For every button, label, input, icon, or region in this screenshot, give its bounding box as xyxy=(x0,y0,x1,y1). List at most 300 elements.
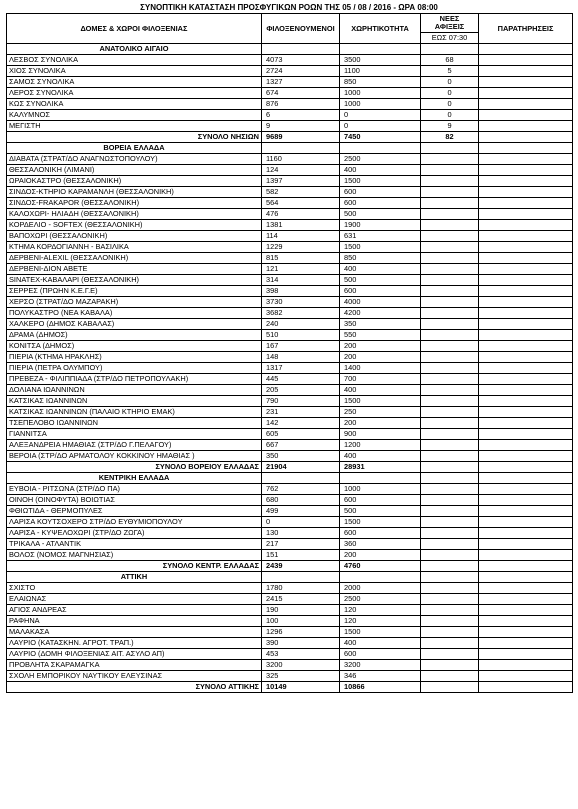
page-title: ΣΥΝΟΠΤΙΚΗ ΚΑΤΑΣΤΑΣΗ ΠΡΟΣΦΥΓΙΚΩΝ ΡΟΩΝ ΤΗΣ 05 / 08 / 2016 - ΩΡΑ 08:00 xyxy=(140,3,438,12)
header-remarks: ΠΑΡΑΤΗΡΗΣΕΙΣ xyxy=(479,14,573,44)
table-row xyxy=(7,484,573,495)
remarks-cell xyxy=(479,440,573,451)
capacity-cell: 400 xyxy=(340,264,421,275)
facility-name: ΘΕΣΣΑΛΟΝΙΚΗ (ΛΙΜΑΝΙ) xyxy=(7,165,262,176)
remarks-cell xyxy=(479,99,573,110)
new-arrivals-cell xyxy=(421,605,479,616)
total-remarks xyxy=(479,682,573,693)
capacity-cell: 3500 xyxy=(340,55,421,66)
capacity-cell: 200 xyxy=(340,418,421,429)
table-row xyxy=(7,297,573,308)
capacity-cell: 360 xyxy=(340,539,421,550)
hosted-cell: 1229 xyxy=(262,242,340,253)
total-row xyxy=(7,462,573,473)
header-new-arrivals-line1: ΝΕΕΣ xyxy=(439,14,460,23)
hosted-cell: 582 xyxy=(262,187,340,198)
table-row xyxy=(7,231,573,242)
remarks-cell xyxy=(479,396,573,407)
header-capacity: ΧΩΡΗΤΙΚΟΤΗΤΑ xyxy=(340,14,421,44)
table-row xyxy=(7,187,573,198)
hosted-cell: 130 xyxy=(262,528,340,539)
new-arrivals-cell xyxy=(421,495,479,506)
capacity-cell: 1200 xyxy=(340,440,421,451)
facility-name: ΚΟΡΔΕΛΙΟ - SOFTEX (ΘΕΣΣΑΛΟΝΙΚΗ) xyxy=(7,220,262,231)
capacity-cell: 200 xyxy=(340,341,421,352)
table-row xyxy=(7,110,573,121)
hosted-cell: 605 xyxy=(262,429,340,440)
facility-name: ΔΕΡΒΕΝΙ-ΔΙΟΝ ΑΒΕΤΕ xyxy=(7,264,262,275)
remarks-cell xyxy=(479,550,573,561)
table-body xyxy=(7,44,573,693)
remarks-cell xyxy=(479,231,573,242)
new-arrivals-cell xyxy=(421,528,479,539)
hosted-cell: 398 xyxy=(262,286,340,297)
new-arrivals-cell: 0 xyxy=(421,99,479,110)
total-label: ΣΥΝΟΛΟ ΑΤΤΙΚΗΣ xyxy=(7,682,262,693)
remarks-cell xyxy=(479,451,573,462)
table-row xyxy=(7,517,573,528)
facility-name: ΚΑΤΣΙΚΑΣ ΙΩΑΝΝΙΝΩΝ xyxy=(7,396,262,407)
facility-name: ΣΑΜΟΣ ΣΥΝΟΛΙΚΑ xyxy=(7,77,262,88)
facility-name: ΔΟΛΙΑΝΑ ΙΩΑΝΝΙΝΩΝ xyxy=(7,385,262,396)
table-row xyxy=(7,165,573,176)
capacity-cell: 500 xyxy=(340,209,421,220)
remarks-cell xyxy=(479,616,573,627)
section-capacity-empty xyxy=(340,44,421,55)
header-row xyxy=(7,14,573,33)
hosted-cell: 4073 xyxy=(262,55,340,66)
hosted-cell: 9 xyxy=(262,121,340,132)
section-title: ΚΕΝΤΡΙΚΗ ΕΛΛΑΔΑ xyxy=(7,473,262,484)
table-row xyxy=(7,396,573,407)
capacity-cell: 700 xyxy=(340,374,421,385)
table-row xyxy=(7,385,573,396)
new-arrivals-cell xyxy=(421,165,479,176)
facility-name: ΣΙΝΔΟΣ-ΚΤΗΡΙΟ ΚΑΡΑΜΑΝΛΗ (ΘΕΣΣΑΛΟΝΙΚΗ) xyxy=(7,187,262,198)
new-arrivals-cell xyxy=(421,407,479,418)
total-label: ΣΥΝΟΛΟ ΚΕΝΤΡ. ΕΛΛΑΔΑΣ xyxy=(7,561,262,572)
new-arrivals-cell xyxy=(421,660,479,671)
table-row xyxy=(7,506,573,517)
total-hosted: 9689 xyxy=(262,132,340,143)
table-row xyxy=(7,198,573,209)
new-arrivals-cell xyxy=(421,176,479,187)
total-row xyxy=(7,682,573,693)
capacity-cell: 600 xyxy=(340,286,421,297)
total-remarks xyxy=(479,561,573,572)
hosted-cell: 190 xyxy=(262,605,340,616)
new-arrivals-cell: 0 xyxy=(421,88,479,99)
hosted-cell: 217 xyxy=(262,539,340,550)
capacity-cell: 2000 xyxy=(340,583,421,594)
capacity-cell: 346 xyxy=(340,671,421,682)
table-row xyxy=(7,209,573,220)
remarks-cell xyxy=(479,506,573,517)
new-arrivals-cell xyxy=(421,594,479,605)
total-capacity: 10866 xyxy=(340,682,421,693)
hosted-cell: 114 xyxy=(262,231,340,242)
new-arrivals-cell xyxy=(421,616,479,627)
facility-name: ΛΕΣΒΟΣ ΣΥΝΟΛΙΚΑ xyxy=(7,55,262,66)
facility-name: ΑΓΙΟΣ ΑΝΔΡΕΑΣ xyxy=(7,605,262,616)
facility-name: ΠΙΕΡΙΑ (ΚΤΗΜΑ ΗΡΑΚΛΗΣ) xyxy=(7,352,262,363)
total-label: ΣΥΝΟΛΟ ΒΟΡΕΙΟΥ ΕΛΛΑΔΑΣ xyxy=(7,462,262,473)
new-arrivals-cell xyxy=(421,198,479,209)
section-header-row xyxy=(7,143,573,154)
table-row xyxy=(7,627,573,638)
total-hosted: 21904 xyxy=(262,462,340,473)
remarks-cell xyxy=(479,220,573,231)
remarks-cell xyxy=(479,165,573,176)
capacity-cell: 600 xyxy=(340,187,421,198)
new-arrivals-cell xyxy=(421,649,479,660)
capacity-cell: 1000 xyxy=(340,88,421,99)
section-hosted-empty xyxy=(262,44,340,55)
facility-name: ΑΛΕΞΑΝΔΡΕΙΑ ΗΜΑΘΙΑΣ (ΣΤΡ/ΔΟ Γ.ΠΕΛΑΓΟΥ) xyxy=(7,440,262,451)
capacity-cell: 250 xyxy=(340,407,421,418)
table-row xyxy=(7,77,573,88)
remarks-cell xyxy=(479,407,573,418)
table-row xyxy=(7,352,573,363)
remarks-cell xyxy=(479,627,573,638)
remarks-cell xyxy=(479,660,573,671)
new-arrivals-cell xyxy=(421,308,479,319)
table-row xyxy=(7,264,573,275)
capacity-cell: 120 xyxy=(340,605,421,616)
remarks-cell xyxy=(479,330,573,341)
remarks-cell xyxy=(479,495,573,506)
new-arrivals-cell xyxy=(421,363,479,374)
facility-name: ΣΧΟΛΗ ΕΜΠΟΡΙΚΟΥ ΝΑΥΤΙΚΟΥ ΕΛΕΥΣΙΝΑΣ xyxy=(7,671,262,682)
table-row xyxy=(7,583,573,594)
facility-name: ΣΧΙΣΤΟ xyxy=(7,583,262,594)
hosted-cell: 499 xyxy=(262,506,340,517)
capacity-cell: 200 xyxy=(340,352,421,363)
hosted-cell: 390 xyxy=(262,638,340,649)
table-row xyxy=(7,374,573,385)
hosted-cell: 3200 xyxy=(262,660,340,671)
table-row xyxy=(7,55,573,66)
capacity-cell: 1400 xyxy=(340,363,421,374)
facility-name: ΩΡΑΙΟΚΑΣΤΡΟ (ΘΕΣΣΑΛΟΝΙΚΗ) xyxy=(7,176,262,187)
facility-name: ΣΕΡΡΕΣ (ΠΡΩΗΝ Κ.Ε.Γ.Ε) xyxy=(7,286,262,297)
hosted-cell: 3682 xyxy=(262,308,340,319)
new-arrivals-cell xyxy=(421,638,479,649)
new-arrivals-cell xyxy=(421,517,479,528)
table-row xyxy=(7,451,573,462)
facility-name: ΧΕΡΣΟ (ΣΤΡΑΤ/ΔΟ ΜΑΖΑΡΑΚΗ) xyxy=(7,297,262,308)
remarks-cell xyxy=(479,275,573,286)
hosted-cell: 3730 xyxy=(262,297,340,308)
hosted-cell: 2724 xyxy=(262,66,340,77)
hosted-cell: 667 xyxy=(262,440,340,451)
remarks-cell xyxy=(479,77,573,88)
total-capacity: 4760 xyxy=(340,561,421,572)
capacity-cell: 400 xyxy=(340,385,421,396)
table-row xyxy=(7,220,573,231)
table-row xyxy=(7,286,573,297)
capacity-cell: 631 xyxy=(340,231,421,242)
new-arrivals-cell: 5 xyxy=(421,66,479,77)
hosted-cell: 445 xyxy=(262,374,340,385)
hosted-cell: 815 xyxy=(262,253,340,264)
facility-name: ΠΡΟΒΛΗΤΑ ΣΚΑΡΑΜΑΓΚΑ xyxy=(7,660,262,671)
hosted-cell: 453 xyxy=(262,649,340,660)
facility-name: ΦΘΙΩΤΙΔΑ - ΘΕΡΜΟΠΥΛΕΣ xyxy=(7,506,262,517)
hosted-cell: 314 xyxy=(262,275,340,286)
total-remarks xyxy=(479,462,573,473)
new-arrivals-cell: 0 xyxy=(421,77,479,88)
remarks-cell xyxy=(479,253,573,264)
remarks-cell xyxy=(479,209,573,220)
hosted-cell: 1780 xyxy=(262,583,340,594)
new-arrivals-cell xyxy=(421,319,479,330)
facility-name: ΠΙΕΡΙΑ (ΠΕΤΡΑ ΟΛΥΜΠΟΥ) xyxy=(7,363,262,374)
hosted-cell: 167 xyxy=(262,341,340,352)
table-row xyxy=(7,154,573,165)
new-arrivals-cell xyxy=(421,539,479,550)
hosted-cell: 510 xyxy=(262,330,340,341)
facility-name: ΛΑΡΙΣΑ - ΚΥΨΕΛΟΧΩΡΙ (ΣΤΡ/ΔΟ ΖΩΓΑ) xyxy=(7,528,262,539)
capacity-cell: 350 xyxy=(340,319,421,330)
document-sheet xyxy=(6,2,572,693)
new-arrivals-cell xyxy=(421,341,479,352)
hosted-cell: 240 xyxy=(262,319,340,330)
remarks-cell xyxy=(479,484,573,495)
table-row xyxy=(7,495,573,506)
hosted-cell: 476 xyxy=(262,209,340,220)
facility-name: ΧΙΟΣ ΣΥΝΟΛΙΚΑ xyxy=(7,66,262,77)
remarks-cell xyxy=(479,198,573,209)
remarks-cell xyxy=(479,638,573,649)
section-new-empty xyxy=(421,44,479,55)
total-hosted: 2439 xyxy=(262,561,340,572)
capacity-cell: 600 xyxy=(340,495,421,506)
table-row xyxy=(7,649,573,660)
table-row xyxy=(7,418,573,429)
section-hosted-empty xyxy=(262,572,340,583)
section-remarks-empty xyxy=(479,44,573,55)
table-row xyxy=(7,66,573,77)
capacity-cell: 500 xyxy=(340,275,421,286)
table-row xyxy=(7,407,573,418)
capacity-cell: 850 xyxy=(340,77,421,88)
remarks-cell xyxy=(479,517,573,528)
facility-name: ΚΑΛΟΧΩΡΙ- ΗΛΙΑΔΗ (ΘΕΣΣΑΛΟΝΙΚΗ) xyxy=(7,209,262,220)
table-row xyxy=(7,605,573,616)
hosted-cell: 100 xyxy=(262,616,340,627)
facility-name: ΒΑΠΟΧΩΡΙ (ΘΕΣΣΑΛΟΝΙΚΗ) xyxy=(7,231,262,242)
capacity-cell: 400 xyxy=(340,638,421,649)
capacity-cell: 400 xyxy=(340,451,421,462)
new-arrivals-cell xyxy=(421,671,479,682)
total-new-arrivals: 82 xyxy=(421,132,479,143)
total-new-arrivals xyxy=(421,682,479,693)
table-row xyxy=(7,429,573,440)
section-header-row xyxy=(7,572,573,583)
table-row xyxy=(7,363,573,374)
new-arrivals-cell: 68 xyxy=(421,55,479,66)
hosted-cell: 148 xyxy=(262,352,340,363)
section-capacity-empty xyxy=(340,473,421,484)
table-row xyxy=(7,341,573,352)
remarks-cell xyxy=(479,605,573,616)
section-header-row xyxy=(7,44,573,55)
capacity-cell: 1500 xyxy=(340,176,421,187)
remarks-cell xyxy=(479,154,573,165)
capacity-cell: 400 xyxy=(340,165,421,176)
hosted-cell: 564 xyxy=(262,198,340,209)
table-row xyxy=(7,308,573,319)
new-arrivals-cell xyxy=(421,627,479,638)
new-arrivals-cell xyxy=(421,187,479,198)
capacity-cell: 900 xyxy=(340,429,421,440)
facility-name: ΠΟΛΥΚΑΣΤΡΟ (ΝΕΑ ΚΑΒΑΛΑ) xyxy=(7,308,262,319)
section-capacity-empty xyxy=(340,572,421,583)
facility-name: ΔΕΡΒΕΝΙ-ALEXIL (ΘΕΣΣΑΛΟΝΙΚΗ) xyxy=(7,253,262,264)
capacity-cell: 3200 xyxy=(340,660,421,671)
facility-name: ΚΟΝΙΤΣΑ (ΔΗΜΟΣ) xyxy=(7,341,262,352)
remarks-cell xyxy=(479,88,573,99)
capacity-cell: 2500 xyxy=(340,594,421,605)
total-new-arrivals xyxy=(421,561,479,572)
capacity-cell: 0 xyxy=(340,121,421,132)
hosted-cell: 790 xyxy=(262,396,340,407)
hosted-cell: 325 xyxy=(262,671,340,682)
table-row xyxy=(7,550,573,561)
hosted-cell: 1160 xyxy=(262,154,340,165)
facility-name: ΛΑΥΡΙΟ (ΔΟΜΗ ΦΙΛΟΞΕΝΙΑΣ ΑΙΤ. ΑΣΥΛΟ ΑΠ) xyxy=(7,649,262,660)
remarks-cell xyxy=(479,55,573,66)
new-arrivals-cell xyxy=(421,209,479,220)
section-remarks-empty xyxy=(479,572,573,583)
facility-name: ΣΙΝΔΟΣ-FRAKAPOR (ΘΕΣΣΑΛΟΝΙΚΗ) xyxy=(7,198,262,209)
facility-name: ΔΙΑΒΑΤΑ (ΣΤΡΑΤ/ΔΟ ΑΝΑΓΝΩΣΤΟΠΟΥΛΟΥ) xyxy=(7,154,262,165)
new-arrivals-cell: 9 xyxy=(421,121,479,132)
remarks-cell xyxy=(479,528,573,539)
total-hosted: 10149 xyxy=(262,682,340,693)
new-arrivals-cell xyxy=(421,253,479,264)
capacity-cell: 600 xyxy=(340,649,421,660)
remarks-cell xyxy=(479,264,573,275)
remarks-cell xyxy=(479,110,573,121)
remarks-cell xyxy=(479,594,573,605)
section-remarks-empty xyxy=(479,473,573,484)
facility-name: ΡΑΦΗΝΑ xyxy=(7,616,262,627)
remarks-cell xyxy=(479,418,573,429)
table-row xyxy=(7,99,573,110)
table-row xyxy=(7,660,573,671)
remarks-cell xyxy=(479,242,573,253)
remarks-cell xyxy=(479,341,573,352)
remarks-cell xyxy=(479,374,573,385)
table-row xyxy=(7,275,573,286)
remarks-cell xyxy=(479,363,573,374)
header-new-arrivals-line2: ΑΦΙΞΕΙΣ xyxy=(434,22,465,31)
facility-name: ΜΑΛΑΚΑΣΑ xyxy=(7,627,262,638)
remarks-cell xyxy=(479,286,573,297)
hosted-cell: 1296 xyxy=(262,627,340,638)
remarks-cell xyxy=(479,583,573,594)
section-new-empty xyxy=(421,572,479,583)
remarks-cell xyxy=(479,539,573,550)
hosted-cell: 2415 xyxy=(262,594,340,605)
hosted-cell: 121 xyxy=(262,264,340,275)
table-row xyxy=(7,242,573,253)
new-arrivals-cell xyxy=(421,484,479,495)
table-row xyxy=(7,539,573,550)
new-arrivals-cell: 0 xyxy=(421,110,479,121)
header-new-arrivals xyxy=(421,14,479,33)
capacity-cell: 1100 xyxy=(340,66,421,77)
hosted-cell: 350 xyxy=(262,451,340,462)
facility-name: ΜΕΓΙΣΤΗ xyxy=(7,121,262,132)
total-new-arrivals xyxy=(421,462,479,473)
section-title: ΑΝΑΤΟΛΙΚΟ ΑΙΓΑΙΟ xyxy=(7,44,262,55)
section-remarks-empty xyxy=(479,143,573,154)
capacity-cell: 850 xyxy=(340,253,421,264)
table-row xyxy=(7,330,573,341)
section-header-row xyxy=(7,473,573,484)
new-arrivals-cell xyxy=(421,440,479,451)
hosted-cell: 680 xyxy=(262,495,340,506)
new-arrivals-cell xyxy=(421,231,479,242)
table-row xyxy=(7,671,573,682)
facility-name: ΚΑΛΥΜΝΟΣ xyxy=(7,110,262,121)
facility-name: ΛΕΡΟΣ ΣΥΝΟΛΙΚΑ xyxy=(7,88,262,99)
section-title: ΑΤΤΙΚΗ xyxy=(7,572,262,583)
refugee-flows-table xyxy=(6,13,573,693)
remarks-cell xyxy=(479,352,573,363)
new-arrivals-cell xyxy=(421,385,479,396)
new-arrivals-cell xyxy=(421,352,479,363)
section-new-empty xyxy=(421,143,479,154)
hosted-cell: 762 xyxy=(262,484,340,495)
remarks-cell xyxy=(479,649,573,660)
capacity-cell: 4000 xyxy=(340,297,421,308)
capacity-cell: 1900 xyxy=(340,220,421,231)
capacity-cell: 0 xyxy=(340,110,421,121)
remarks-cell xyxy=(479,297,573,308)
hosted-cell: 1381 xyxy=(262,220,340,231)
facility-name: ΤΣΕΠΕΛΟΒΟ ΙΩΑΝΝΙΝΩΝ xyxy=(7,418,262,429)
new-arrivals-cell xyxy=(421,264,479,275)
new-arrivals-cell xyxy=(421,297,479,308)
facility-name: ΒΕΡΟΙΑ (ΣΤΡ/ΔΟ ΑΡΜΑΤΟΛΟΥ ΚΟΚΚΙΝΟΥ ΗΜΑΘΙΑΣ ) xyxy=(7,451,262,462)
facility-name: ΚΩΣ ΣΥΝΟΛΙΚΑ xyxy=(7,99,262,110)
new-arrivals-cell xyxy=(421,396,479,407)
facility-name: ΒΟΛΟΣ (ΝΟΜΟΣ ΜΑΓΝΗΣΙΑΣ) xyxy=(7,550,262,561)
capacity-cell: 600 xyxy=(340,528,421,539)
total-row xyxy=(7,561,573,572)
total-label: ΣΥΝΟΛΟ ΝΗΣΙΩΝ xyxy=(7,132,262,143)
new-arrivals-cell xyxy=(421,418,479,429)
table-row xyxy=(7,528,573,539)
table-row xyxy=(7,176,573,187)
table-row xyxy=(7,88,573,99)
capacity-cell: 1500 xyxy=(340,627,421,638)
capacity-cell: 1000 xyxy=(340,484,421,495)
table-row xyxy=(7,616,573,627)
new-arrivals-cell xyxy=(421,374,479,385)
hosted-cell: 876 xyxy=(262,99,340,110)
section-new-empty xyxy=(421,473,479,484)
facility-name: ΠΡΕΒΕΖΑ - ΦΙΛΙΠΠΙΑΔΑ (ΣΤΡ/ΔΟ ΠΕΤΡΟΠΟΥΛΑΚΗ) xyxy=(7,374,262,385)
facility-name: ΕΥΒΟΙΑ - ΡΙΤΣΩΝΑ (ΣΤΡ/ΔΟ ΠΑ) xyxy=(7,484,262,495)
hosted-cell: 205 xyxy=(262,385,340,396)
facility-name: ΧΑΛΚΕΡΟ (ΔΗΜΟΣ ΚΑΒΑΛΑΣ) xyxy=(7,319,262,330)
remarks-cell xyxy=(479,671,573,682)
